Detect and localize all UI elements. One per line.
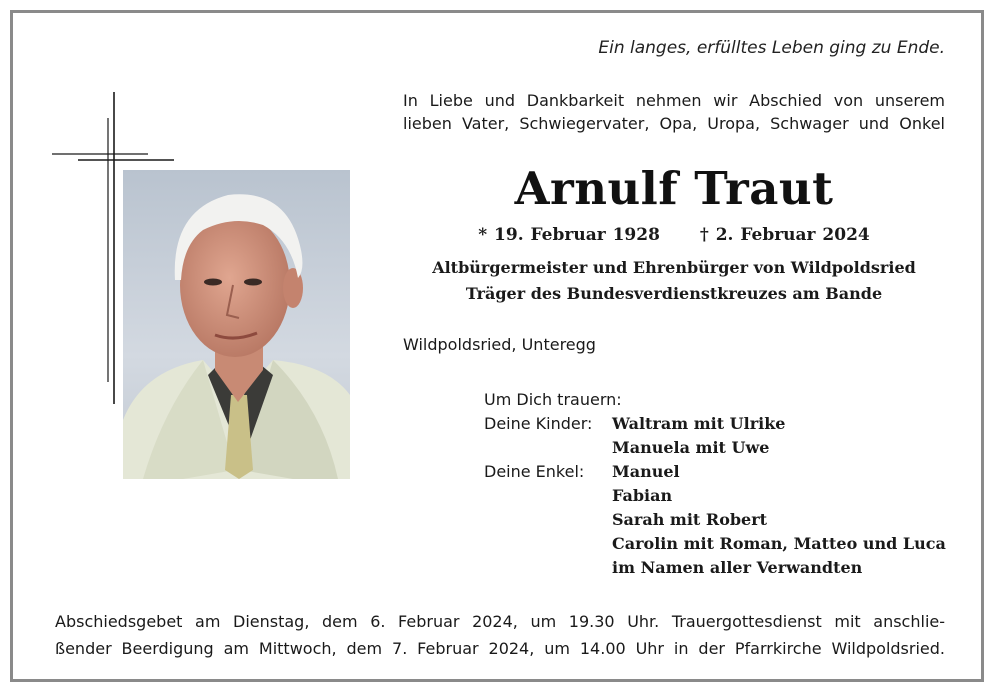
mourner-name: Carolin mit Roman, Matteo und Luca bbox=[612, 534, 946, 553]
place: Wildpoldsried, Unteregg bbox=[403, 335, 596, 354]
mourner-group-label: Deine Enkel: bbox=[484, 462, 585, 481]
mourner-name: Fabian bbox=[612, 486, 673, 505]
service-details bbox=[55, 608, 945, 662]
mourner-name: Waltram mit Ulrike bbox=[612, 414, 786, 433]
mourner-group-label: Deine Kinder: bbox=[484, 414, 593, 433]
mourner-name: im Namen aller Verwandten bbox=[612, 558, 863, 577]
honorary-titles bbox=[403, 255, 945, 307]
title-line: Träger des Bundesverdienstkreuzes am Bande bbox=[465, 284, 883, 303]
deceased-name: Arnulf Traut bbox=[514, 162, 834, 215]
mourner-group-children bbox=[484, 412, 946, 460]
motto: Ein langes, erfülltes Leben ging zu Ende. bbox=[598, 38, 945, 58]
mourners-list bbox=[484, 388, 946, 580]
intro-line: In Liebe und Dankbarkeit nehmen wir Abschied von unserem bbox=[403, 91, 945, 110]
life-dates bbox=[403, 225, 945, 245]
mourner-group-grandchildren bbox=[484, 460, 946, 580]
intro-line: lieben Vater, Schwiegervater, Opa, Uropa, Schwager und Onkel bbox=[403, 114, 945, 133]
title-line: Altbürgermeister und Ehrenbürger von Wildpoldsried bbox=[432, 258, 916, 277]
mourner-name: Manuel bbox=[612, 462, 680, 481]
birth-date: * 19. Februar 1928 bbox=[478, 225, 660, 245]
portrait-photo bbox=[123, 170, 350, 479]
footer-line: ßender Beerdigung am Mittwoch, dem 7. Februar 2024, um 14.00 Uhr in der Pfarrkirche Wildpoldsried. bbox=[55, 639, 945, 658]
footer-line: Abschiedsgebet am Dienstag, dem 6. Februar 2024, um 19.30 Uhr. Trauergottesdienst mit anschlie- bbox=[55, 612, 945, 631]
death-date: † 2. Februar 2024 bbox=[699, 225, 870, 245]
mourner-name: Sarah mit Robert bbox=[612, 510, 768, 529]
intro-text bbox=[403, 89, 945, 135]
mourner-name: Manuela mit Uwe bbox=[612, 438, 770, 457]
mourners-heading: Um Dich trauern: bbox=[484, 390, 622, 409]
